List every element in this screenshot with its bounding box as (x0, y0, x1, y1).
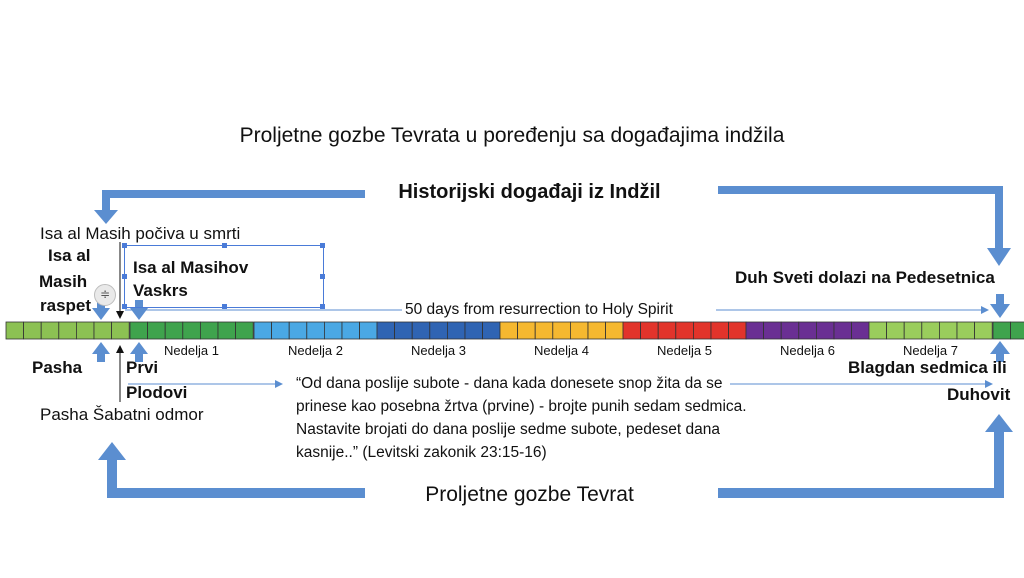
resize-handle[interactable] (320, 243, 325, 248)
pentecost-day (993, 322, 1024, 339)
day-cell (553, 322, 571, 339)
rest-label: Isa al Masih počiva u smrti (40, 224, 241, 243)
day-cell (377, 322, 395, 339)
week-label: Nedelja 4 (534, 343, 589, 358)
day-cell (588, 322, 606, 339)
day-cell (939, 322, 957, 339)
day-cell (76, 322, 94, 339)
day-cell (711, 322, 729, 339)
day-cell (112, 322, 130, 339)
day-cell (606, 322, 624, 339)
pasha-label: Pasha (32, 358, 83, 377)
week-3-days (377, 322, 500, 339)
day-cell (570, 322, 588, 339)
bottom-left-arrowhead (98, 442, 126, 460)
day-cell (535, 322, 553, 339)
day-cell (957, 322, 975, 339)
day-cell (236, 322, 254, 339)
week-1-days (130, 322, 253, 339)
resize-handle[interactable] (320, 304, 325, 309)
resurrection-label-line2: Vaskrs (133, 281, 188, 300)
day-cell (324, 322, 342, 339)
day-cell (447, 322, 465, 339)
fifty-days-label: 50 days from resurrection to Holy Spirit (405, 301, 673, 318)
week-label: Nedelja 7 (903, 343, 958, 358)
timeline-bar (6, 322, 1024, 339)
day-cell (183, 322, 201, 339)
day-cell (993, 322, 1011, 339)
day-cell (922, 322, 940, 339)
week-label: Nedelja 5 (657, 343, 712, 358)
day-cell (834, 322, 852, 339)
crucified-label-line1: Isa al (48, 246, 91, 265)
resize-handle[interactable] (122, 304, 127, 309)
move-handle-icon[interactable]: ≑ (94, 284, 116, 306)
first-fruits-label-line1: Prvi (126, 358, 159, 377)
resize-handle[interactable] (222, 243, 227, 248)
scripture-quote: “Od dana poslije subote - dana kada donesete snop žita da se prinese kao posebna žrtva (prvine) - brojte punih sedam sedmica. Nastavite brojati do dana poslije sedme subote, pedeset dana kasnije..” (Levitski zakonik 23:15-16) (296, 375, 747, 461)
day-cell (360, 322, 378, 339)
feast-of-weeks-label-line1: Blagdan sedmica ili (848, 358, 1007, 377)
spring-feasts-header: Proljetne gozbe Tevrat (425, 483, 634, 506)
day-cell (764, 322, 782, 339)
day-cell (975, 322, 993, 339)
day-cell (289, 322, 307, 339)
week-5-days (623, 322, 746, 339)
week-7-days (869, 322, 992, 339)
week-label: Nedelja 6 (780, 343, 835, 358)
day-cell (799, 322, 817, 339)
week-4-days (500, 322, 623, 339)
crucified-label-line2: Masih (39, 272, 88, 291)
day-cell (887, 322, 905, 339)
day-cell (41, 322, 59, 339)
day-cell (165, 322, 183, 339)
week-2-days (254, 322, 377, 339)
sabbath-label: Pasha Šabatni odmor (40, 405, 204, 424)
day-cell (272, 322, 290, 339)
day-cell (412, 322, 430, 339)
day-cell (658, 322, 676, 339)
day-cell (641, 322, 659, 339)
crucified-label-line3: raspet (40, 296, 92, 315)
day-cell (94, 322, 112, 339)
day-cell (200, 322, 218, 339)
day-cell (342, 322, 360, 339)
day-cell (430, 322, 448, 339)
holy-spirit-label: Duh Sveti dolazi na Pedesetnica (735, 268, 995, 287)
day-cell (693, 322, 711, 339)
bottom-right-arrowhead (985, 414, 1013, 432)
day-cell (218, 322, 236, 339)
day-cell (623, 322, 641, 339)
day-cell (395, 322, 413, 339)
resize-handle[interactable] (320, 274, 325, 279)
day-cell (1011, 322, 1024, 339)
day-cell (254, 322, 272, 339)
day-cell (781, 322, 799, 339)
day-cell (465, 322, 483, 339)
day-cell (500, 322, 518, 339)
day-cell (852, 322, 870, 339)
day-cell (869, 322, 887, 339)
day-cell (130, 322, 148, 339)
day-cell (746, 322, 764, 339)
day-cell (816, 322, 834, 339)
day-cell (59, 322, 77, 339)
week-label: Nedelja 3 (411, 343, 466, 358)
resize-handle[interactable] (122, 274, 127, 279)
feast-of-weeks-label-line2: Duhovit (947, 385, 1011, 404)
first-fruits-label-line2: Plodovi (126, 383, 188, 402)
week-label: Nedelja 1 (164, 343, 219, 358)
historical-events-header: Historijski događaji iz Indžil (398, 181, 661, 203)
day-cell (483, 322, 501, 339)
day-cell (6, 322, 24, 339)
day-cell (518, 322, 536, 339)
day-cell (148, 322, 166, 339)
day-cell (676, 322, 694, 339)
resize-handle[interactable] (222, 304, 227, 309)
day-cell (729, 322, 747, 339)
top-left-arrowhead (94, 210, 118, 224)
week-6-days (746, 322, 869, 339)
resurrection-label-line1: Isa al Masihov (133, 258, 249, 277)
day-cell (307, 322, 325, 339)
week-label: Nedelja 2 (288, 343, 343, 358)
day-cell (904, 322, 922, 339)
down-arrow-pentecost (990, 294, 1010, 318)
resize-handle[interactable] (122, 243, 127, 248)
pre-week-days (6, 322, 129, 339)
day-cell (24, 322, 42, 339)
up-arrow-pasha (92, 342, 110, 362)
top-right-arrowhead (987, 248, 1011, 266)
slide-title: Proljetne gozbe Tevrata u poređenju sa događajima indžila (239, 124, 785, 147)
